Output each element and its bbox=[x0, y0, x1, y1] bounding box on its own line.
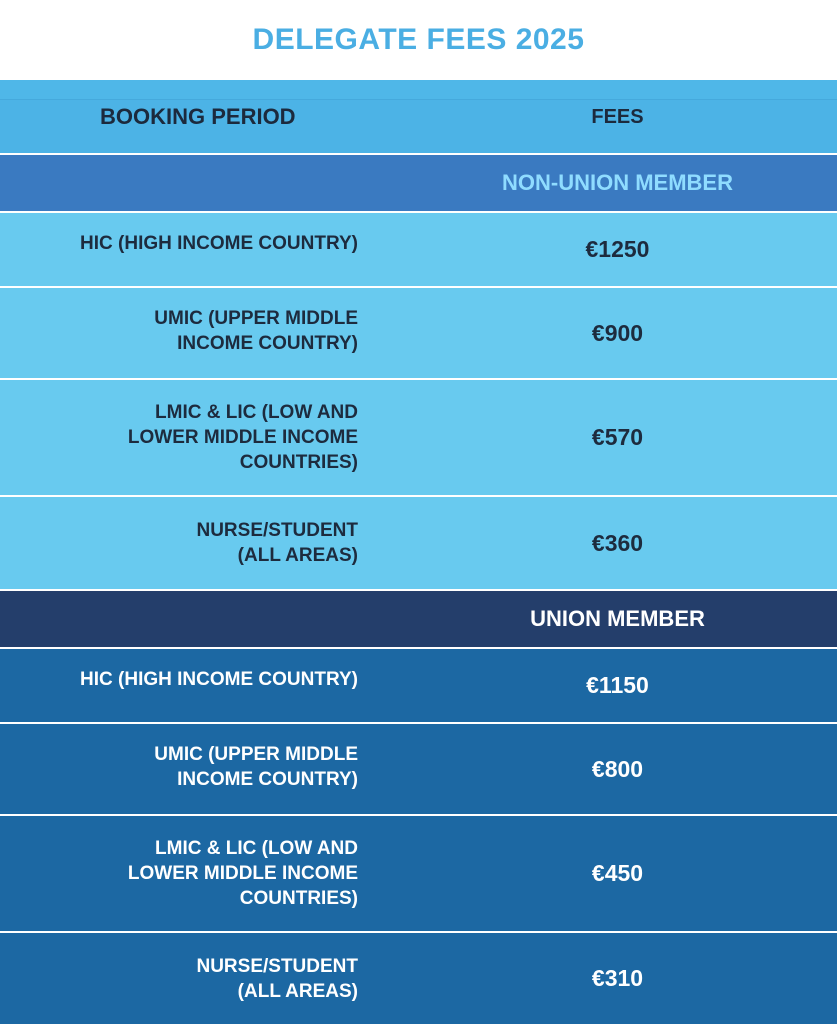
table-row bbox=[0, 724, 837, 814]
row-category: LMIC & LIC (LOW AND LOWER MIDDLE INCOME COUNTRIES) bbox=[127, 838, 358, 909]
row-fee: €310 bbox=[591, 965, 644, 991]
row-category: UMIC (UPPER MIDDLE INCOME COUNTRY) bbox=[154, 308, 358, 354]
non-union-section-header bbox=[0, 155, 837, 211]
header-strip bbox=[0, 80, 837, 100]
row-category: UMIC (UPPER MIDDLE INCOME COUNTRY) bbox=[154, 744, 358, 790]
row-category: NURSE/STUDENT (ALL AREAS) bbox=[196, 520, 358, 566]
table-row bbox=[0, 933, 837, 1024]
row-category: NURSE/STUDENT (ALL AREAS) bbox=[196, 955, 358, 1002]
table-row bbox=[0, 288, 837, 378]
fees-header: FEES bbox=[591, 106, 644, 128]
row-fee: €360 bbox=[591, 529, 644, 556]
page-title: DELEGATE FEES 2025 bbox=[252, 23, 585, 56]
table-row bbox=[0, 380, 837, 495]
row-fee: €900 bbox=[591, 319, 644, 346]
table-row bbox=[0, 816, 837, 931]
row-fee: €800 bbox=[591, 755, 644, 782]
table-row bbox=[0, 497, 837, 589]
table-header bbox=[0, 80, 837, 153]
table-row bbox=[0, 213, 837, 286]
union-label: UNION MEMBER bbox=[530, 606, 705, 631]
row-fee: €1150 bbox=[586, 672, 649, 698]
row-fee: €1250 bbox=[585, 236, 650, 262]
booking-period-header: BOOKING PERIOD bbox=[100, 104, 296, 129]
row-fee: €570 bbox=[591, 424, 644, 450]
union-section-header bbox=[0, 591, 837, 647]
table-row bbox=[0, 649, 837, 722]
row-category: LMIC & LIC (LOW AND LOWER MIDDLE INCOME COUNTRIES) bbox=[127, 402, 358, 473]
row-fee: €450 bbox=[591, 860, 644, 886]
row-category: HIC (HIGH INCOME COUNTRY) bbox=[80, 233, 358, 254]
row-category: HIC (HIGH INCOME COUNTRY) bbox=[80, 669, 358, 690]
non-union-label: NON-UNION MEMBER bbox=[502, 170, 733, 195]
